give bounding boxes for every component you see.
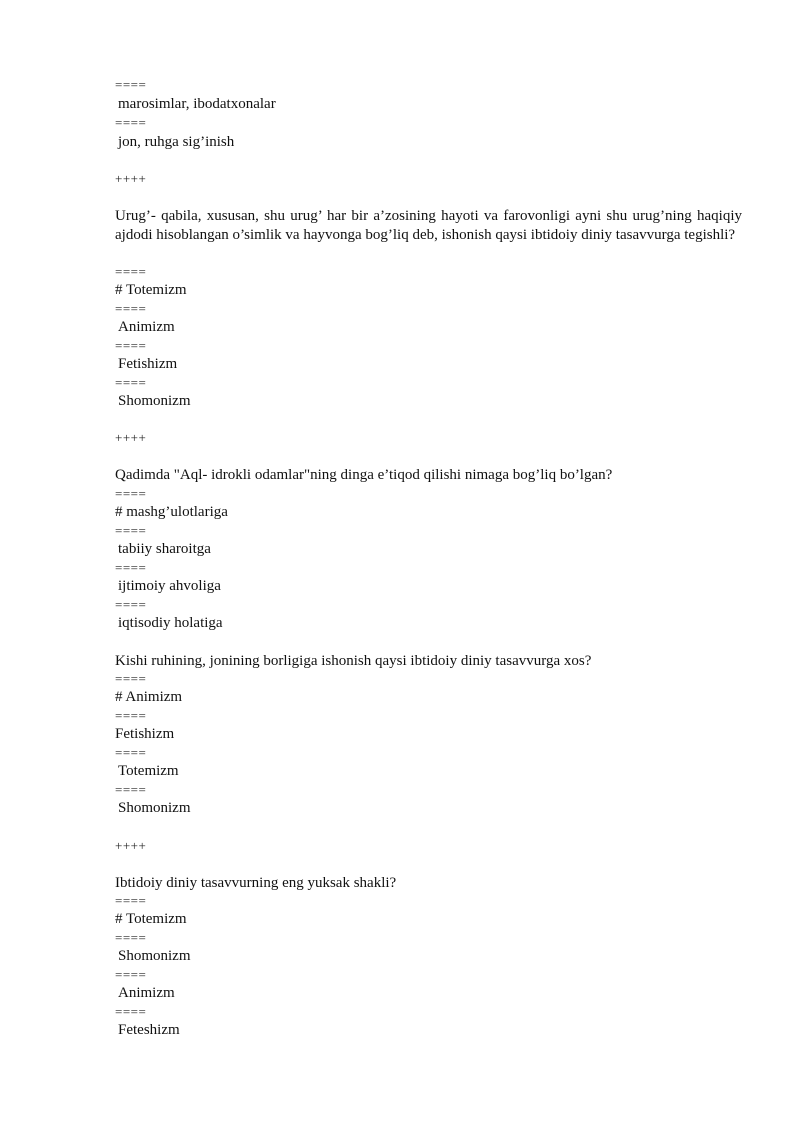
answer-option: ijtimoiy ahvoliga (118, 578, 221, 594)
separator: ==== (115, 967, 147, 982)
separator: ==== (115, 338, 147, 353)
separator: ==== (115, 745, 147, 760)
separator: ==== (115, 115, 147, 130)
answer-option: Animizm (118, 319, 175, 335)
answer-option: iqtisodiy holatiga (118, 615, 223, 631)
answer-option: Shomonizm (118, 800, 191, 816)
separator: ==== (115, 782, 147, 797)
answer-option: Shomonizm (118, 393, 191, 409)
answer-option: Totemizm (118, 763, 179, 779)
separator: ==== (115, 597, 147, 612)
answer-option: jon, ruhga sig’inish (118, 134, 235, 150)
separator: ==== (115, 708, 147, 723)
question-separator: ++++ (115, 171, 147, 186)
separator: ==== (115, 523, 147, 538)
separator: ==== (115, 930, 147, 945)
question-text: Qadimda "Aql- idrokli odamlar"ning dinga e’tiqod qilishi nimaga bog’liq bo’lgan? (115, 467, 613, 483)
correct-answer: # Totemizm (115, 911, 187, 927)
separator: ==== (115, 264, 147, 279)
question-separator: ++++ (115, 430, 147, 445)
separator: ==== (115, 77, 147, 92)
answer-option: tabiiy sharoitga (118, 541, 211, 557)
separator: ==== (115, 1004, 147, 1019)
separator: ==== (115, 671, 147, 686)
question-separator: ++++ (115, 838, 147, 853)
separator: ==== (115, 560, 147, 575)
answer-option: Fetishizm (118, 356, 178, 372)
separator: ==== (115, 375, 147, 390)
answer-option: Shomonizm (118, 948, 191, 964)
correct-answer: # Animizm (115, 689, 183, 705)
question-text: Urug’- qabila, xususan, shu urug’ har bir a’zosining hayoti va farovonligi ayni shu urug’ning haqiqiy ajdodi hisoblangan o’simlik va hayvonga bog’liq deb, ishonish qaysi ibtidoiy diniy tasavvurga tegishli? (115, 208, 742, 243)
separator: ==== (115, 893, 147, 908)
separator: ==== (115, 486, 147, 501)
correct-answer: # Totemizm (115, 282, 187, 298)
answer-option: Animizm (118, 985, 175, 1001)
answer-option: marosimlar, ibodatxonalar (118, 96, 276, 112)
answer-option: Feteshizm (118, 1022, 180, 1038)
correct-answer: # mashg’ulotlariga (115, 504, 228, 520)
question-text: Kishi ruhining, jonining borligiga ishonish qaysi ibtidoiy diniy tasavvurga xos? (115, 653, 592, 669)
separator: ==== (115, 301, 147, 316)
question-text: Ibtidoiy diniy tasavvurning eng yuksak shakli? (115, 875, 397, 891)
answer-option: Fetishizm (115, 726, 175, 742)
